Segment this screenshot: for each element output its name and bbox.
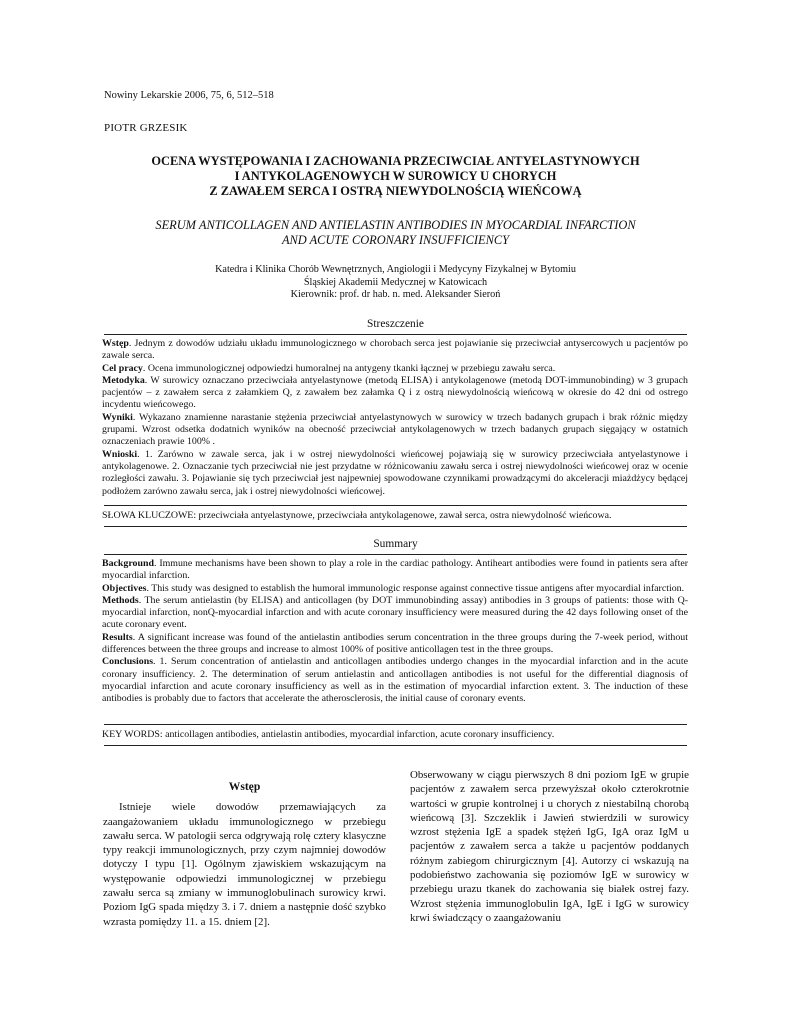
affiliation-line: Śląskiej Akademii Medycznej w Katowicach [303, 276, 488, 288]
abstract-paragraph [102, 412, 688, 449]
divider [104, 724, 687, 725]
title-english-line: SERUM ANTICOLLAGEN AND ANTIELASTIN ANTIBODIES IN MYOCARDIAL INFARCTION [155, 218, 636, 232]
abstract-label: Cel pracy [102, 362, 143, 374]
affiliation-line: Kierownik: prof. dr hab. n. med. Aleksander Sieroń [290, 289, 501, 301]
summary-abstract [102, 558, 688, 706]
divider [104, 526, 687, 527]
journal-citation: Nowiny Lekarskie 2006, 75, 6, 512–518 [104, 90, 274, 101]
keywords-english: KEY WORDS: anticollagen antibodies, antielastin antibodies, myocardial infarction, acute coronary insufficiency. [102, 729, 555, 740]
abstract-label: Results [102, 631, 133, 643]
abstract-text: . Jednym z dowodów udziału układu immunologicznego w chorobach serca jest pojawianie się przeciwciał antysercowych u pacjentów po zawale serca. [102, 338, 688, 362]
abstract-paragraph [102, 595, 688, 632]
abstract-paragraph [102, 375, 688, 412]
streszczenie-abstract [102, 338, 688, 498]
abstract-text: . Immune mechanisms have been shown to play a role in the cardiac pathology. Antiheart antibodies were found in patients sera after myocardial infarction. [102, 558, 688, 582]
summary-heading: Summary [373, 538, 418, 550]
title-polish-line: Z ZAWAŁEM SERCA I OSTRĄ NIEWYDOLNOŚCIĄ WIEŃCOWĄ [209, 184, 582, 198]
body-paragraph: Istnieje wiele dowodów przemawiających za zaangażowaniem układu immunologicznego w przebiegu zawału serca. W patologii serca odgrywają rolę cztery klasyczne typy reakcji immunologicznych, przy czym najmniej dowodów dotyczy I typu [1]. Ogólnym zjawiskiem wskazującym na występowanie odpowiedzi immunologicznej w przebiegu zawału serca są zmiany w immunoglobulinach surowicy krwi. Poziom IgG spada między 3. i 7. dniem a następnie dość szybko wzrasta pomiędzy 11. a 15. dniem [2]. [103, 801, 386, 928]
abstract-label: Wnioski [102, 448, 138, 460]
title-polish-line: I ANTYKOLAGENOWYCH W SUROWICY U CHORYCH [234, 169, 557, 183]
abstract-paragraph [102, 656, 688, 705]
keywords-polish: SŁOWA KLUCZOWE: przeciwciała antyelastynowe, przeciwciała antykolagenowe, zawał serca, ostra niewydolność wieńcowa. [102, 510, 612, 521]
section-heading: Wstęp [228, 780, 261, 793]
abstract-label: Conclusions [102, 656, 154, 668]
body-column-left [103, 780, 386, 929]
title-english [104, 218, 687, 248]
abstract-text: . Wykazano znamienne narastanie stężenia przeciwciał antyelastynowych w surowicy w trzech badanych grupach i brak różnic między grupami. Wzrost odsetka dodatnich wyników na obecność przeciwciał antykolagenowych w trzech badanych grupach sięgający w ostatnich oznaczeniach prawie 100% . [102, 411, 688, 448]
body-column-right [410, 768, 689, 925]
abstract-text: . Ocena immunologicznej odpowiedzi humoralnej na antygeny tkanki łącznej w przebiegu zawału serca. [142, 362, 556, 374]
author-name: PIOTR GRZESIK [104, 122, 188, 134]
abstract-label: Background [102, 558, 154, 569]
abstract-paragraph [102, 449, 688, 498]
abstract-label: Wstęp [102, 338, 129, 349]
abstract-label: Objectives [102, 582, 147, 594]
title-polish-line: OCENA WYSTĘPOWANIA I ZACHOWANIA PRZECIWCIAŁ ANTYELASTYNOWYCH [151, 154, 640, 168]
abstract-text: . This study was designed to establish the humoral immunologic response against connective tissue antigens after myocardial infarction. [146, 582, 685, 594]
abstract-text: . The serum antielastin (by ELISA) and anticollagen (by DOT immunobinding assay) antibodies in 3 groups of patients: those with Q-myocardial infarction, nonQ-myocardial infarction and with acute coronary insufficiency were measured during the 42 days following onset of the acute coronary event. [102, 594, 688, 631]
abstract-paragraph [102, 583, 688, 595]
divider [104, 505, 687, 506]
abstract-label: Metodyka [102, 374, 145, 386]
body-paragraph: Obserwowany w ciągu pierwszych 8 dni poziom IgE w grupie pacjentów z zawałem serca przewyższał około czterokrotnie wartości w grupie kontrolnej i u chorych z niestabilną chorobą wieńcową [3]. Szczeklik i Jawień stwierdzili w surowicy wzrost stężenia IgE a spadek stężeń IgG, IgA oraz IgM u pacjentów z zawałem serca a także u pacjentów poddanych różnym zabiegom chirurgicznym [4]. Autorzy ci wskazują na podobieństwo zachowania się poziomów IgE w surowicy w przebiegu urazu tkanek do zachowania się białek ostrej fazy. Wzrost stężenia immunoglobulin IgA, IgE i IgG w surowicy krwi świadczący o zaangażowaniu [410, 769, 689, 924]
streszczenie-heading: Streszczenie [367, 318, 424, 330]
title-polish [104, 154, 687, 199]
divider [104, 334, 687, 335]
abstract-text: . A significant increase was found of the antielastin antibodies serum concentration in the three groups during the 7-week period, without differences between the three groups and increase to almost 100% of positive anticollagen test in the three groups. [102, 631, 688, 656]
abstract-paragraph [102, 558, 688, 583]
divider [104, 554, 687, 555]
affiliation [104, 264, 687, 302]
abstract-text: . 1. Serum concentration of antielastin and anticollagen antibodies undergo changes in the myocardial infarction and in the acute coronary insufficiency. 2. The determination of serum antielastin and anticollagen antibodies is not useful for the differential diagnosis of myocardial infarction and acute coronary insufficiency as well as in the estimation of myocardial infarction extent. 3. The induction of these antibodies is probably due to factors that accelerate the atherosclerosis, the initial cause of coronary events. [102, 656, 688, 705]
abstract-paragraph [102, 363, 688, 375]
divider [104, 745, 687, 746]
abstract-paragraph [102, 632, 688, 657]
affiliation-line: Katedra i Klinika Chorób Wewnętrznych, Angiologii i Medycyny Fizykalnej w Bytomiu [215, 264, 576, 275]
abstract-label: Wyniki [102, 411, 133, 423]
abstract-paragraph [102, 338, 688, 363]
title-english-line: AND ACUTE CORONARY INSUFFICIENCY [281, 233, 510, 247]
abstract-label: Methods [102, 594, 139, 606]
abstract-text: . 1. Zarówno w zawale serca, jak i w ostrej niewydolności wieńcowej pojawiają się w surowicy przeciwciała antyelastynowe i antykolagenowe. 2. Oznaczanie tych przeciwciał nie jest przydatne w różnicowaniu zawału serca i ostrej niewydolności wieńcowej oraz w ocenie rozległości zawału. 3. Pojawianie się tych przeciwciał jest najpewniej spowodowane czynnikami prowadzącymi do akceleracji miażdżycy będącej podłożem zarówno zawału serca, jak i ostrej niewydolności wieńcowej. [102, 448, 688, 497]
abstract-text: . W surowicy oznaczano przeciwciała antyelastynowe (metodą ELISA) i antykolagenowe (metodą DOT-immunobinding) w 3 grupach pacjentów – z zawałem serca z załamkiem Q, z zawałem bez załamka Q i z ostrą niewydolnością wieńcową w okresie do 42 dni od ostrego incydentu wieńcowego. [102, 374, 688, 411]
